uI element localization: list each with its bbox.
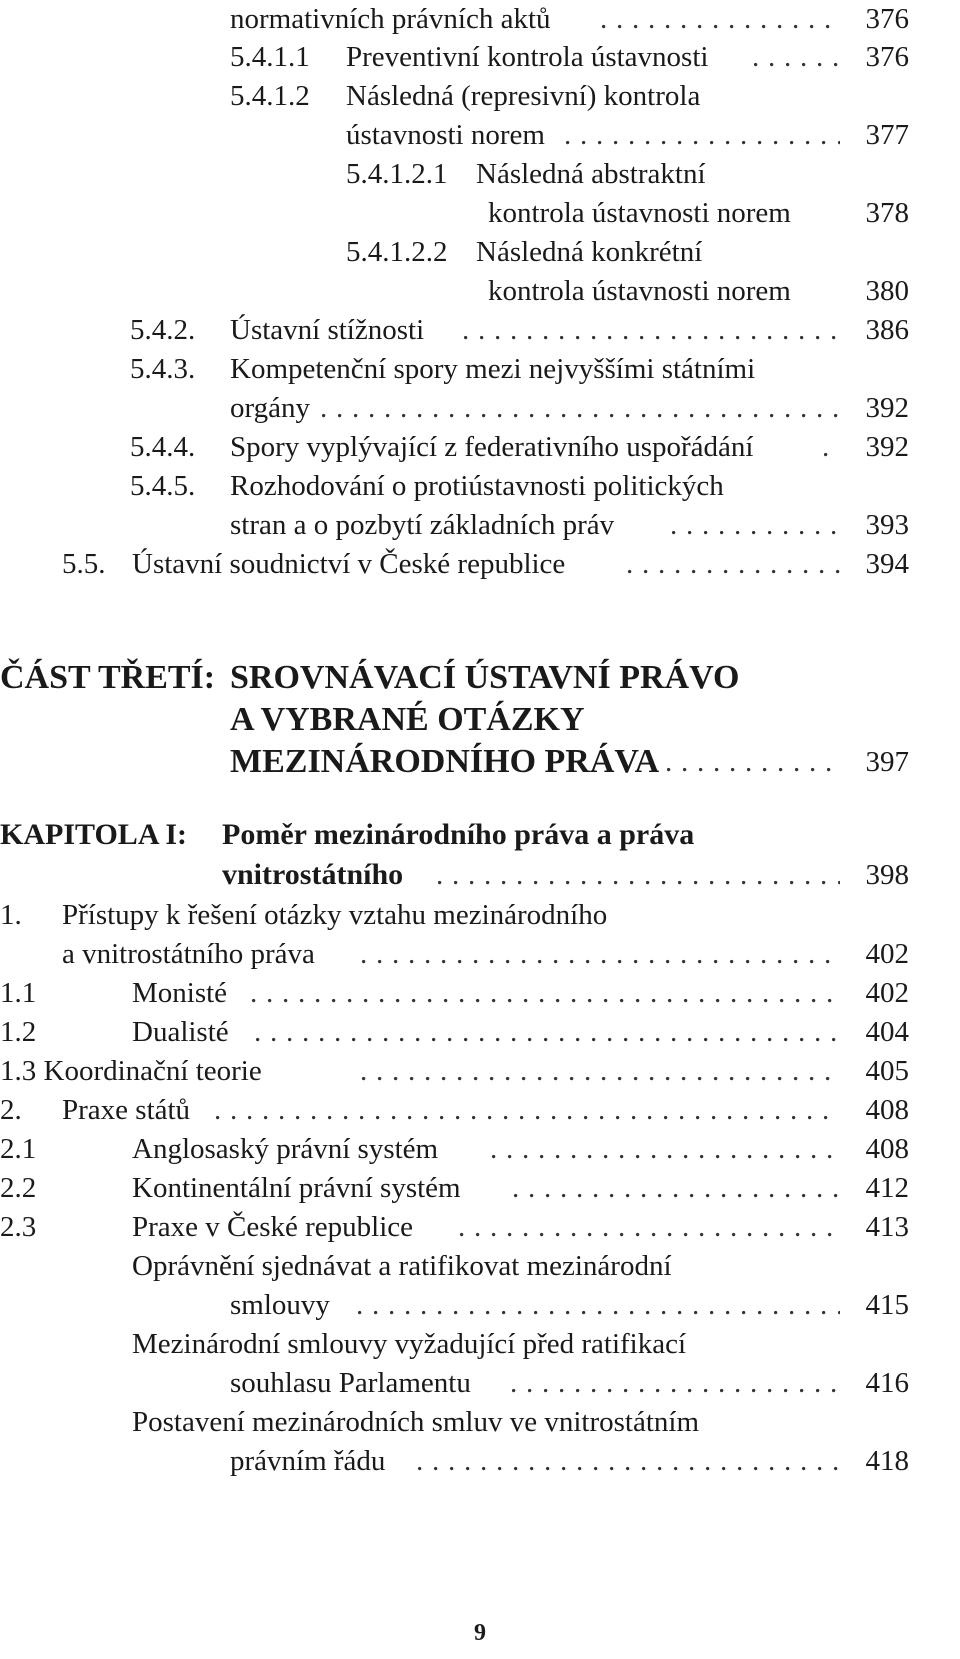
entry-text: Následná konkrétní [476, 236, 703, 268]
entry-text: normativních právních aktů [230, 3, 551, 35]
dot-leader [490, 1130, 840, 1168]
entry-number: 2. [0, 1094, 22, 1126]
dot-leader [360, 935, 840, 973]
entry-text: Následná abstraktní [476, 158, 706, 190]
entry-text: 1.3 Koordinační teorie [0, 1055, 262, 1087]
page-ref: 416 [865, 1367, 909, 1399]
entry-number: 5.4.4. [130, 431, 196, 463]
entry-text: Následná (represivní) kontrola [346, 80, 701, 112]
dot-leader [564, 116, 840, 154]
part-title-line-2: A VYBRANÉ OTÁZKY [230, 701, 585, 738]
entry-text: stran a o pozbytí základních práv [230, 509, 615, 541]
dot-leader [512, 1169, 840, 1207]
entry-text: a vnitrostátního práva [62, 938, 315, 970]
entry-text: kontrola ústavnosti norem [488, 275, 791, 307]
dot-leader [752, 38, 840, 76]
entry-number: 5.4.3. [130, 353, 196, 385]
entry-text: Oprávnění sjednávat a ratifikovat mezinárodní [132, 1250, 672, 1282]
dot-leader [360, 1052, 840, 1090]
entry-text: Kontinentální právní systém [132, 1172, 461, 1204]
dot-leader [670, 506, 840, 544]
dot-leader [462, 311, 840, 349]
page-ref: 405 [865, 1055, 909, 1087]
page-ref: 376 [865, 3, 909, 35]
entry-number: 5.4.1.2 [230, 80, 310, 112]
dot-leader [600, 0, 840, 38]
dot-leader [416, 1442, 840, 1480]
page-ref: 393 [865, 509, 909, 541]
entry-text: Spory vyplývající z federativního uspořádání [230, 431, 754, 463]
entry-text: právním řádu [230, 1445, 386, 1477]
page-ref: 394 [865, 548, 909, 580]
dot-leader [665, 741, 840, 779]
entry-number: 1. [0, 899, 22, 931]
dot-leader [254, 1013, 840, 1051]
page-ref: 392 [865, 431, 909, 463]
part-label: ČÁST TŘETÍ: [0, 659, 216, 696]
page-ref: 377 [865, 119, 909, 151]
entry-number: 5.4.5. [130, 470, 196, 502]
dot-leader [626, 545, 840, 583]
dot-leader [510, 1364, 840, 1402]
entry-number: 5.4.1.2.1 [346, 158, 448, 190]
dot-leader [320, 389, 840, 427]
entry-number: 1.1 [0, 977, 37, 1009]
part-title-line-3: MEZINÁRODNÍHO PRÁVA [230, 743, 660, 780]
entry-text: Postavení mezinárodních smluv ve vnitrostátním [132, 1406, 700, 1438]
entry-text: Mezinárodní smlouvy vyžadující před ratifikací [132, 1328, 687, 1360]
entry-text: Praxe v České republice [132, 1211, 414, 1243]
page-ref: 392 [865, 392, 909, 424]
dot-leader [356, 1286, 840, 1324]
entry-text: smlouvy [230, 1289, 330, 1321]
part-title-line-1: SROVNÁVACÍ ÚSTAVNÍ PRÁVO [230, 659, 740, 696]
entry-number: 1.2 [0, 1016, 37, 1048]
page-ref: 398 [865, 859, 909, 891]
page-ref: 386 [865, 314, 909, 346]
page-ref: 408 [865, 1094, 909, 1126]
dot-leader [458, 1208, 840, 1246]
chapter-label: KAPITOLA I: [0, 818, 187, 851]
entry-number: 2.2 [0, 1172, 37, 1204]
dot-leader [250, 974, 840, 1012]
page-ref: 376 [865, 41, 909, 73]
entry-text: Ústavní soudnictví v České republice [132, 548, 566, 580]
page-ref: 404 [865, 1016, 909, 1048]
entry-number: 5.4.1.1 [230, 41, 310, 73]
page-ref: 418 [865, 1445, 909, 1477]
dot-leader [822, 428, 840, 466]
entry-text: Ústavní stížnosti [230, 314, 425, 346]
entry-text: kontrola ústavnosti norem [488, 197, 791, 229]
entry-number: 2.1 [0, 1133, 37, 1165]
page-ref: 402 [865, 938, 909, 970]
chapter-title-line-2: vnitrostátního [222, 858, 404, 891]
entry-text: Anglosaský právní systém [132, 1133, 439, 1165]
page-ref: 412 [865, 1172, 909, 1204]
page-ref: 380 [865, 275, 909, 307]
page-ref: 402 [865, 977, 909, 1009]
entry-text: Dualisté [132, 1016, 229, 1048]
page-ref: 415 [865, 1289, 909, 1321]
entry-text: souhlasu Parlamentu [230, 1367, 471, 1399]
entry-number: 5.4.2. [130, 314, 196, 346]
entry-number: 5.5. [62, 548, 106, 580]
entry-text: Rozhodování o protiústavnosti politických [230, 470, 724, 502]
entry-text: Preventivní kontrola ústavnosti [346, 41, 709, 73]
entry-number: 5.4.1.2.2 [346, 236, 448, 268]
page-ref: 413 [865, 1211, 909, 1243]
entry-text: Monisté [132, 977, 228, 1009]
page-ref: 397 [865, 746, 909, 778]
entry-text: Praxe států [62, 1094, 191, 1126]
entry-number: 2.3 [0, 1211, 37, 1243]
entry-text: Přístupy k řešení otázky vztahu mezinárodního [62, 899, 608, 931]
page-ref: 378 [865, 197, 909, 229]
page-number: 9 [474, 1620, 486, 1646]
entry-text: Kompetenční spory mezi nejvyššími státními [230, 353, 756, 385]
dot-leader [436, 855, 840, 893]
dot-leader [214, 1091, 840, 1129]
chapter-title-line-1: Poměr mezinárodního práva a práva [222, 818, 695, 851]
page-ref: 408 [865, 1133, 909, 1165]
entry-text: orgány [230, 392, 311, 424]
entry-text: ústavnosti norem [346, 119, 545, 151]
